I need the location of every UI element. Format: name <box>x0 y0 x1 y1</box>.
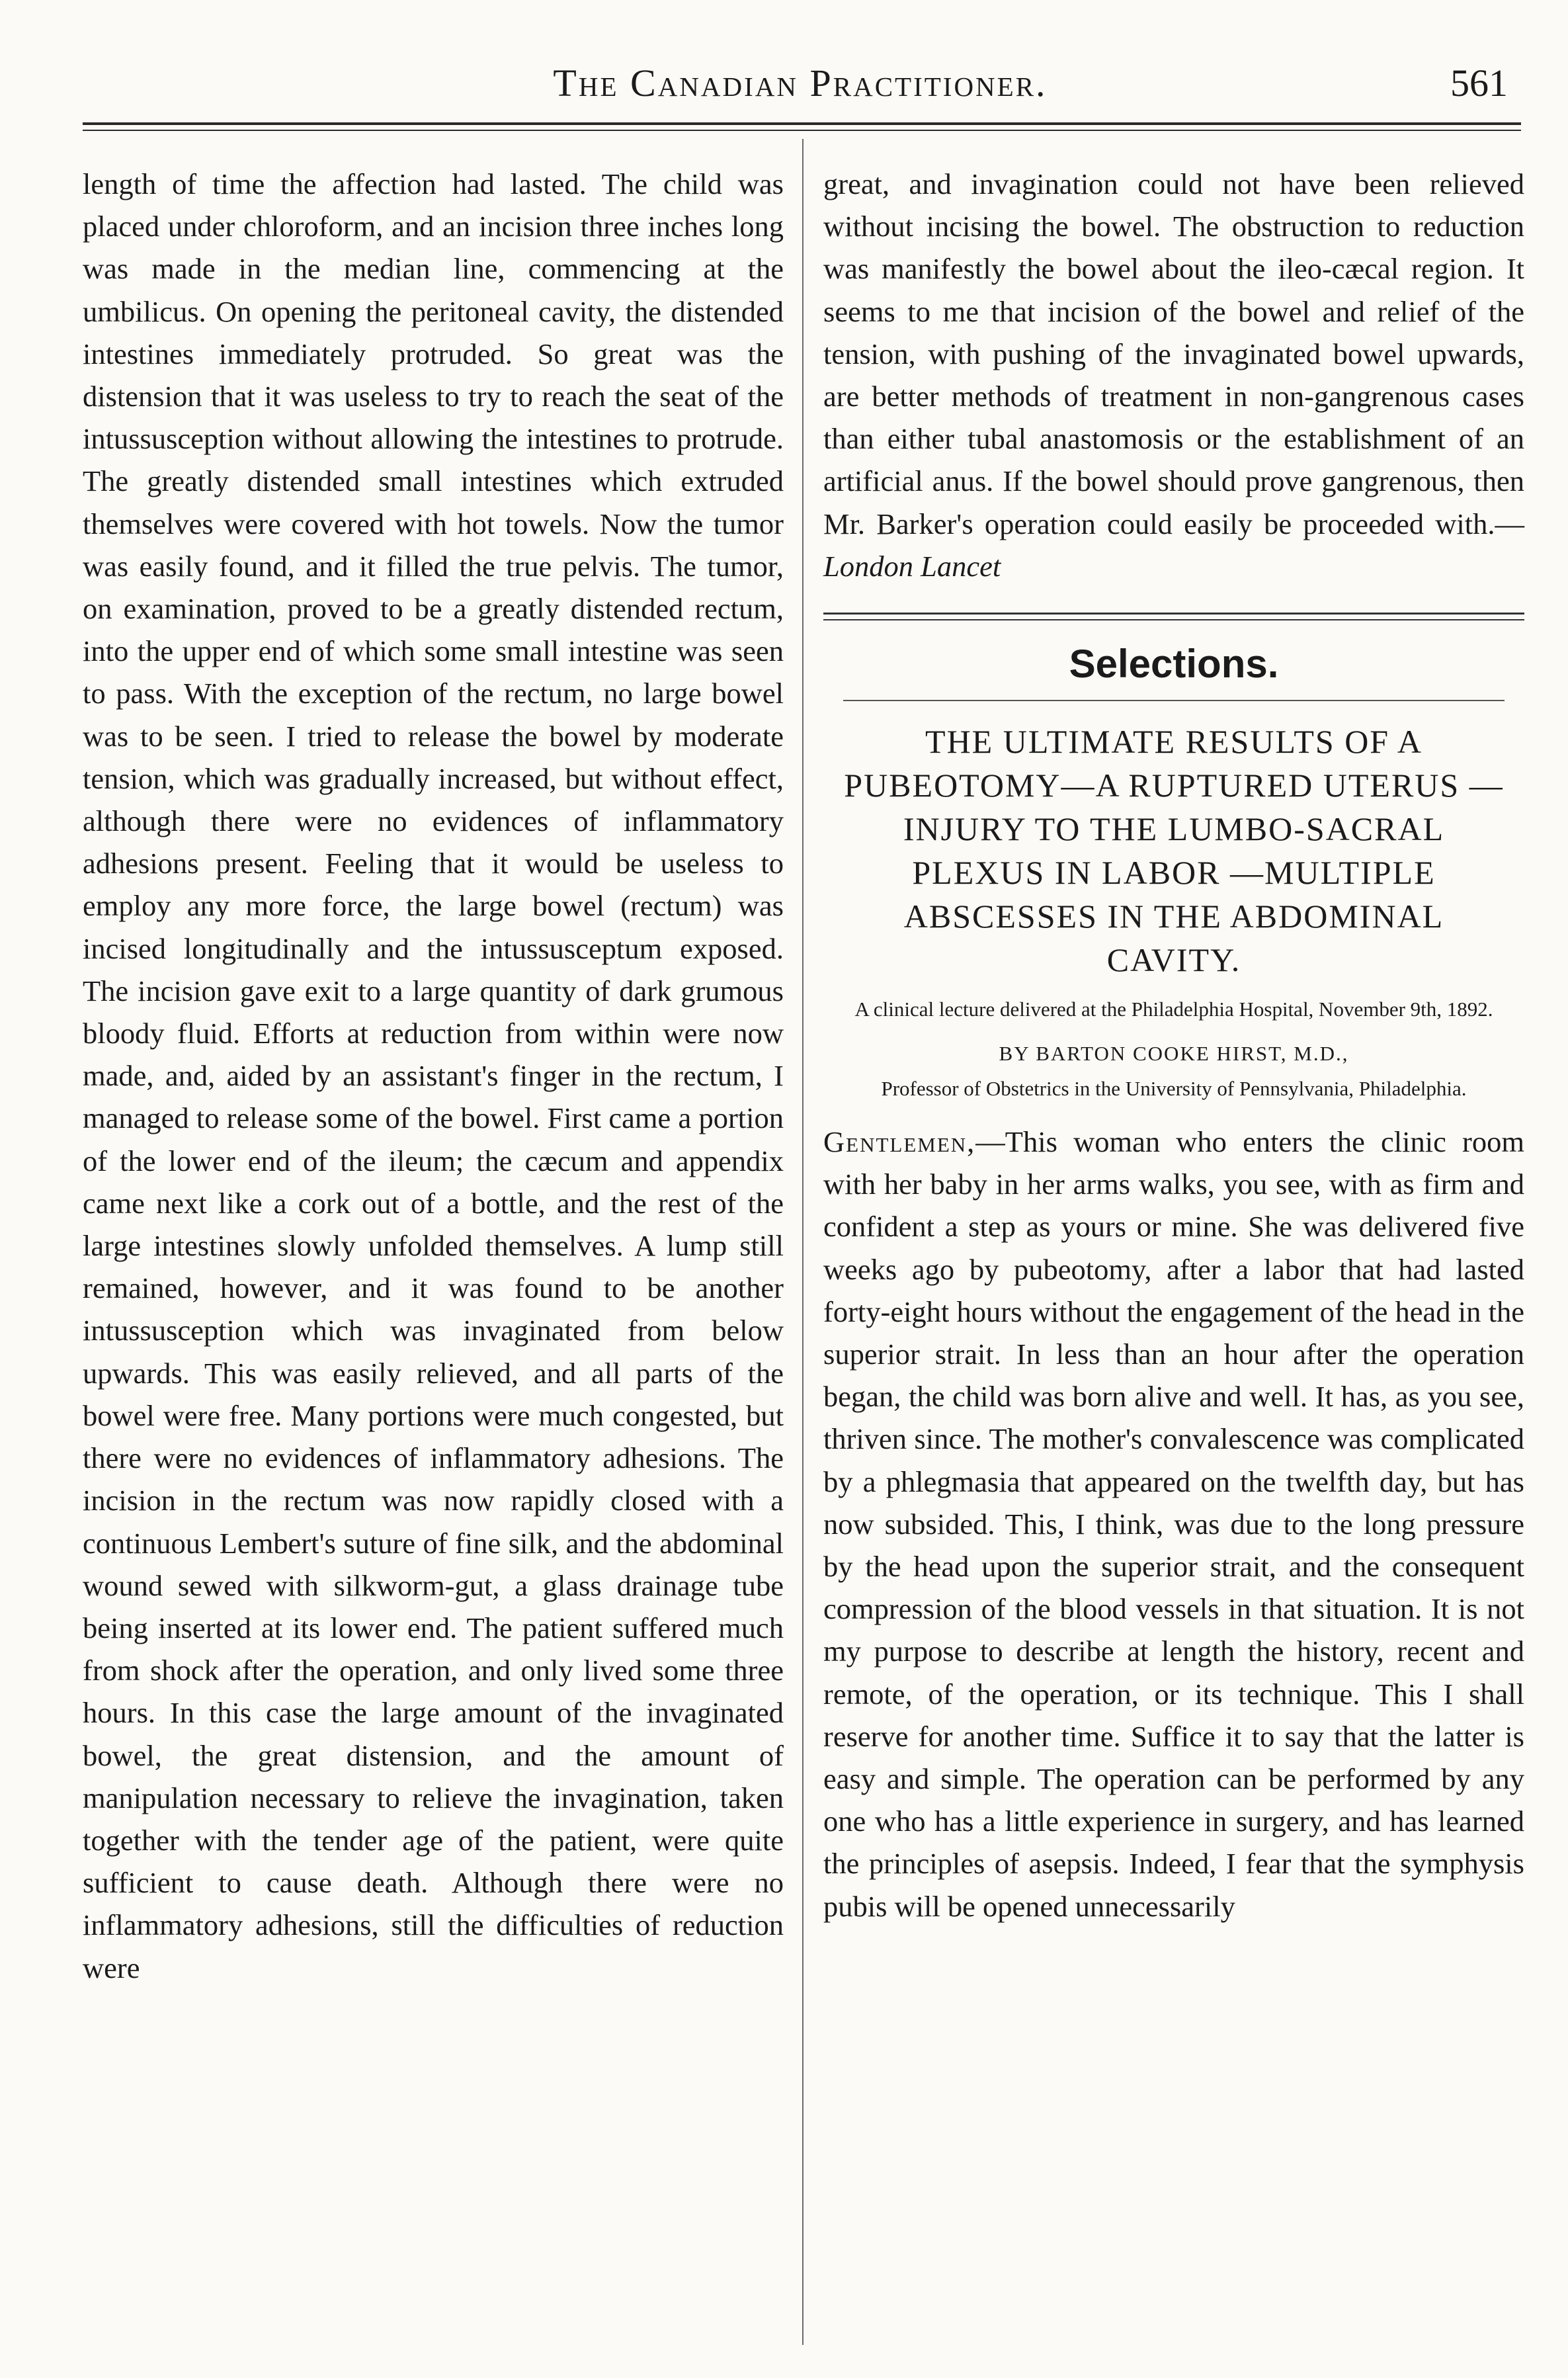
section-heading: Selections. <box>1069 642 1279 687</box>
section-rule <box>823 613 1524 615</box>
running-head <box>86 61 1514 107</box>
author-affiliation: Professor of Obstetrics in the University of Pennsylvania, Philadelphia. <box>881 1077 1467 1101</box>
column-divider <box>802 139 804 2345</box>
left-column <box>83 163 784 1989</box>
continued-paragraph <box>823 163 1524 587</box>
continued-text: great, and invagination could not have been relieved without incising the bowel. The obstruction to reduction was manifestly the bowel about the ileo-cæcal region. It seems to me that incision of the bowel and relief of the tension, with pushing of the invaginated bowel upwards, are better methods of treatment in non-gangrenous cases than either tubal anastomosis or the establishment of an artificial anus. If the bowel should prove gangrenous, then Mr. Barker's operation could easily be proceeded with.— <box>823 167 1524 540</box>
lecture-body: —This woman who enters the clinic room with her baby in her arms walks, you see, with as firm and confident a step as yours or mine. She was delivered five weeks ago by pubeotomy, after a labor that had lasted forty-eight hours without the engagement of the head in the superior strait. In less than an hour after the operation began, the child was born alive and well. It has, as you see, thriven since. The mother's convalescence was complicated by a phlegmasia that appeared on the twelfth day, but has now subsided. This, I think, was due to the long pressure by the head upon the superior strait, and the consequent compression of the blood vessels in that situation. It is not my purpose to describe at length the history, recent and remote, of the operation, or its technique. This I shall reserve for another time. Suffice it to say that the latter is easy and simple. The operation can be performed by any one who has a little experience in surgery, and has learned the principles of asepsis. Indeed, I fear that the symphysis pubis will be opened unnecessarily <box>823 1125 1524 1923</box>
salutation: Gentlemen, <box>823 1125 976 1159</box>
author-byline: BY BARTON COOKE HIRST, M.D., <box>999 1042 1349 1066</box>
heading-rule <box>843 700 1505 701</box>
right-column <box>823 163 1524 1928</box>
article-title: THE ULTIMATE RESULTS OF A PUBEOTOMY—A RUPTURED UTERUS —INJURY TO THE LUMBO-SACRAL PLEXUS IN LABOR —MULTIPLE ABSCESSES IN THE ABDOMINAL CAVITY. <box>844 723 1504 979</box>
lecture-paragraph <box>823 1121 1524 1928</box>
header-rule-thin <box>83 130 1521 131</box>
page-number: 561 <box>1450 62 1508 105</box>
header-rule <box>83 122 1521 125</box>
journal-title: The Canadian Practitioner. <box>553 62 1048 105</box>
lecture-note: A clinical lecture delivered at the Philadelphia Hospital, November 9th, 1892. <box>854 998 1493 1021</box>
section-rule-thin <box>823 619 1524 620</box>
source-citation: London Lancet <box>823 549 1001 583</box>
body-paragraph: length of time the affection had lasted. The child was placed under chloroform, and an incision three inches long was made in the median line, commencing at the umbilicus. On opening the peritoneal cavity, the distended intestines immediately protruded. So great was the distension that it was useless to try to reach the seat of the intussusception without allowing the intestines to protrude. The greatly distended small intestines which extruded themselves were covered with hot towels. Now the tumor was easily found, and it filled the true pelvis. The tumor, on examination, proved to be a greatly distended rectum, into the upper end of which some small intestine was seen to pass. With the exception of the rectum, no large bowel was to be seen. I tried to release the bowel by moderate tension, which was gradually increased, but without effect, although there were no evidences of inflammatory adhesions present. Feeling that it would be useless to employ any more force, the large bowel (rectum) was incised longitudinally and the intussusceptum exposed. The incision gave exit to a large quantity of dark grumous bloody fluid. Efforts at reduction from within were now made, and, aided by an assistant's finger in the rectum, I managed to release some of the bowel. First came a portion of the lower end of the ileum; the cæcum and appendix came next like a cork out of a bottle, and the rest of the large intestines slowly unfolded themselves. A lump still remained, however, and it was found to be another intussusception which was invaginated from below upwards. This was easily relieved, and all parts of the bowel were free. Many portions were much congested, but there were no evidences of inflammatory adhesions. The incision in the rectum was now rapidly closed with a continuous Lembert's suture of fine silk, and the abdominal wound sewed with silkworm-gut, a glass drainage tube being inserted at its lower end. The patient suffered much from shock after the operation, and only lived some three hours. In this case the large amount of the invaginated bowel, the great distension, and the amount of manipulation necessary to relieve the invagination, taken together with the tender age of the patient, were quite sufficient to cause death. Although there were no inflammatory adhesions, still the difficulties of reduction were <box>83 167 784 1984</box>
